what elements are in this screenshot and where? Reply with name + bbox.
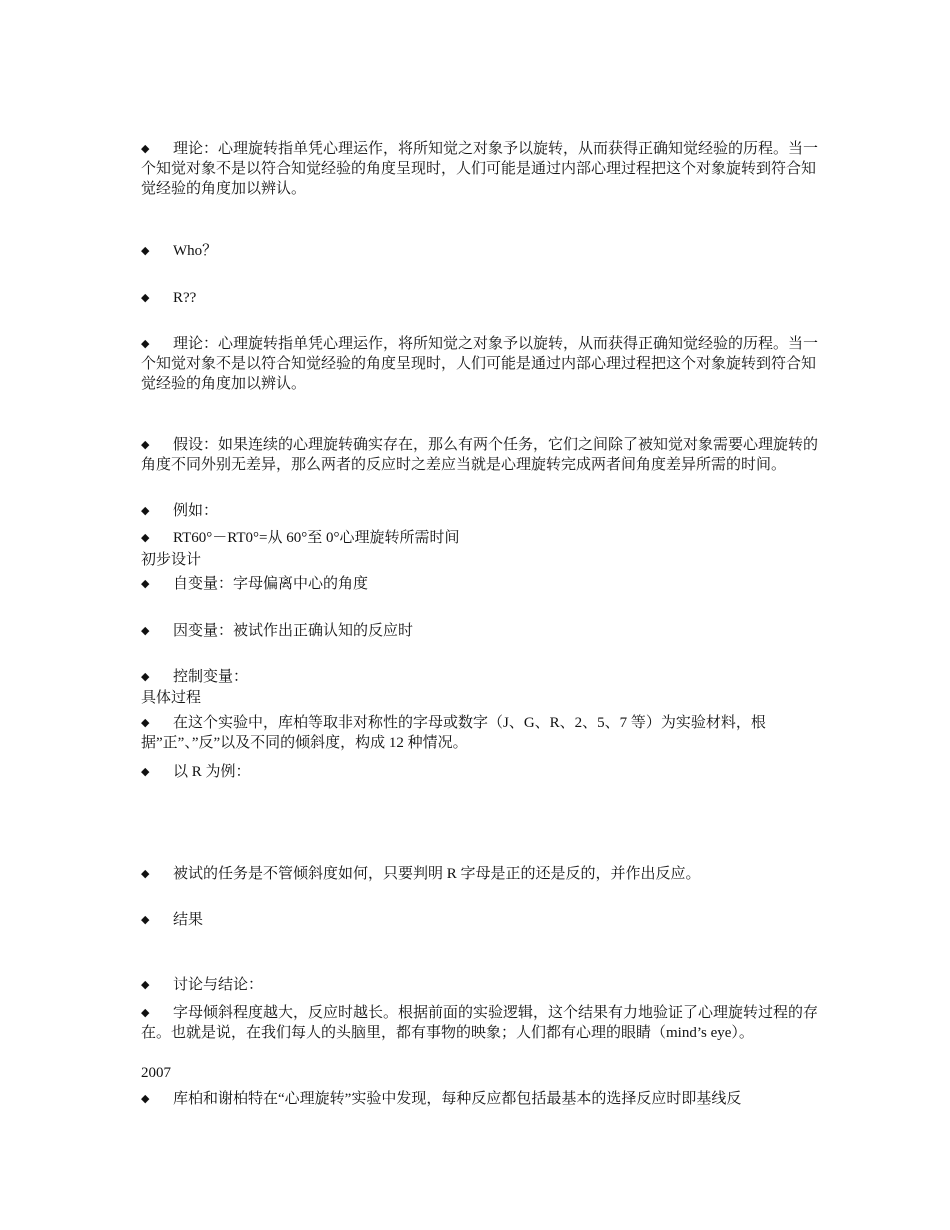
diamond-bullet-icon: ◆ (141, 143, 150, 155)
list-item-r (141, 288, 821, 308)
list-item-text: 结果 (173, 912, 204, 928)
diamond-bullet-icon: ◆ (141, 338, 150, 350)
list-item-text: RT60°－RT0°=从 60°至 0°心理旋转所需时间 (173, 530, 460, 546)
diamond-bullet-icon: ◆ (141, 979, 150, 991)
diamond-bullet-icon: ◆ (141, 245, 150, 257)
diamond-bullet-icon: ◆ (141, 578, 150, 590)
list-item-task (141, 864, 821, 884)
list-item-independent-variable (141, 574, 821, 594)
paragraph-procedure (141, 713, 821, 753)
list-item-text: R?? (173, 290, 197, 306)
list-item-discussion (141, 975, 821, 995)
list-item-text: 因变量：被试作出正确认知的反应时 (173, 623, 414, 639)
paragraph-conclusion (141, 1003, 821, 1043)
paragraph-theory-1 (141, 139, 821, 199)
diamond-bullet-icon: ◆ (141, 671, 150, 683)
paragraph-text: 假设：如果连续的心理旋转确实存在，那么有两个任务，它们之间除了被知觉对象需要心理旋转的角度不同外别无差异，那么两者的反应时之差应当就是心理旋转完成两者间角度差异所需的时间。 (141, 437, 819, 473)
diamond-bullet-icon: ◆ (141, 1007, 150, 1019)
list-item-text: 被试的任务是不管倾斜度如何，只要判明 R 字母是正的还是反的，并作出反应。 (173, 866, 701, 882)
year-label: 2007 (141, 1065, 171, 1081)
list-item-who (141, 241, 821, 261)
list-item-text: 讨论与结论： (173, 977, 264, 993)
heading-procedure: 具体过程 (141, 690, 202, 706)
list-item-text: Who？ (173, 243, 218, 259)
paragraph-text: 理论：心理旋转指单凭心理运作，将所知觉之对象予以旋转，从而获得正确知觉经验的历程。当一个知觉对象不是以符合知觉经验的角度呈现时，人们可能是通过内部心理过程把这个对象旋转到符合知觉经验的角度加以辨认。 (141, 141, 819, 197)
paragraph-text: 字母倾斜程度越大，反应时越长。根据前面的实验逻辑，这个结果有力地验证了心理旋转过程的存在。也就是说，在我们每人的头脑里，都有事物的映象；人们都有心理的眼睛（mind’s eye）。 (141, 1005, 819, 1041)
list-item-text: 自变量：字母偏离中心的角度 (173, 576, 369, 592)
diamond-bullet-icon: ◆ (141, 532, 150, 544)
diamond-bullet-icon: ◆ (141, 625, 150, 637)
heading-initial-design: 初步设计 (141, 552, 202, 568)
paragraph-text: 在这个实验中，库柏等取非对称性的字母或数字（J、G、R、2、5、7 等）为实验材料，根据”正”、”反”以及不同的倾斜度，构成 12 种情况。 (141, 715, 766, 751)
list-item-formula (141, 528, 821, 548)
diamond-bullet-icon: ◆ (141, 717, 150, 729)
diamond-bullet-icon: ◆ (141, 1093, 150, 1105)
paragraph-theory-2 (141, 334, 821, 394)
diamond-bullet-icon: ◆ (141, 914, 150, 926)
list-item-text: 例如： (173, 503, 219, 519)
diamond-bullet-icon: ◆ (141, 868, 150, 880)
diamond-bullet-icon: ◆ (141, 439, 150, 451)
paragraph-cooper-shepard (141, 1089, 821, 1109)
diamond-bullet-icon: ◆ (141, 505, 150, 517)
paragraph-hypothesis (141, 435, 821, 475)
list-item-text: 以 R 为例： (173, 764, 251, 780)
list-item-control-variable (141, 667, 821, 687)
paragraph-text: 库柏和谢柏特在“心理旋转”实验中发现，每种反应都包括最基本的选择反应时即基线反 (173, 1091, 742, 1107)
diamond-bullet-icon: ◆ (141, 766, 150, 778)
list-item-r-example (141, 762, 821, 782)
list-item-example (141, 501, 821, 521)
list-item-dependent-variable (141, 621, 821, 641)
list-item-results (141, 910, 821, 930)
diamond-bullet-icon: ◆ (141, 292, 150, 304)
list-item-text: 控制变量： (173, 669, 249, 685)
paragraph-text: 理论：心理旋转指单凭心理运作，将所知觉之对象予以旋转，从而获得正确知觉经验的历程。当一个知觉对象不是以符合知觉经验的角度呈现时，人们可能是通过内部心理过程把这个对象旋转到符合知觉经验的角度加以辨认。 (141, 336, 819, 392)
